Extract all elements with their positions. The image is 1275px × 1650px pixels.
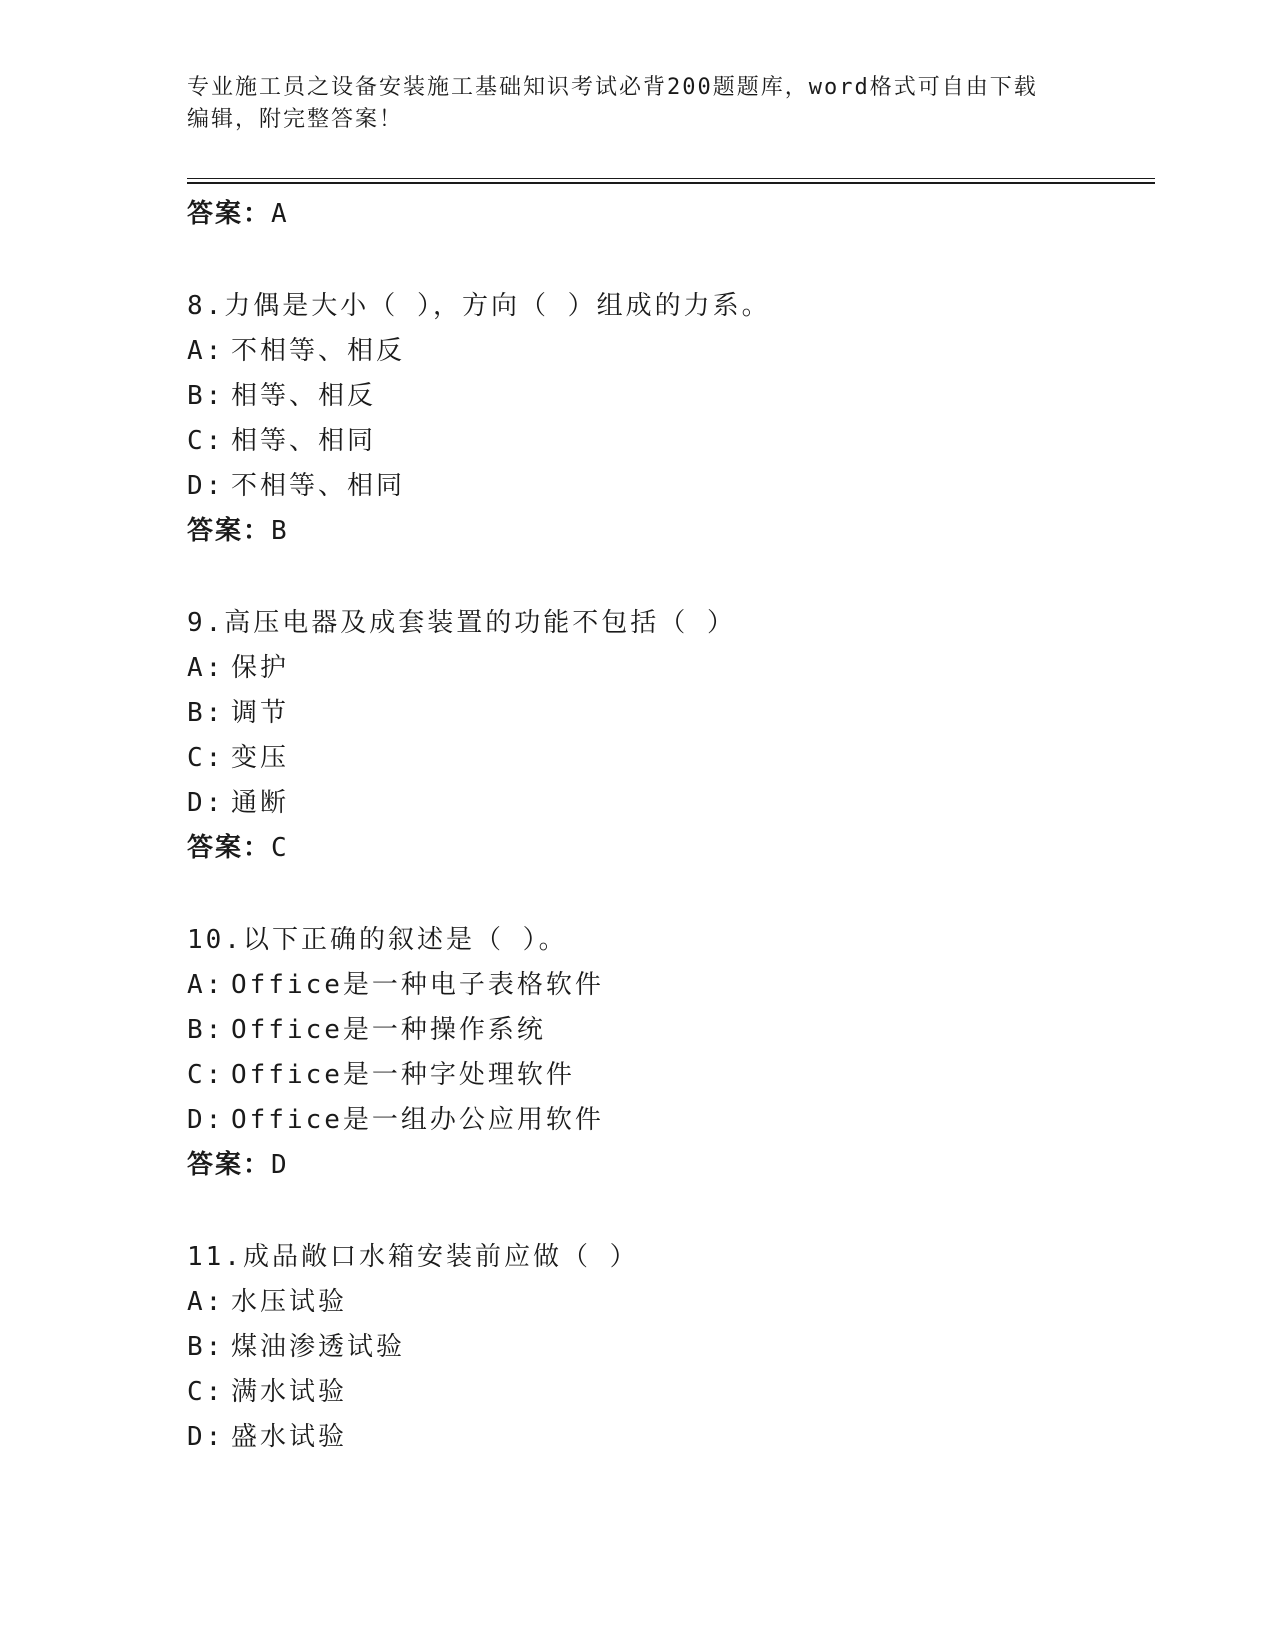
option-a: [187, 646, 1147, 691]
header-line-2: 编辑，附完整答案！: [187, 107, 404, 132]
question-text: 10.以下正确的叙述是（ ）。: [187, 925, 568, 955]
option-b: [187, 691, 1147, 736]
option-letter: B:: [187, 381, 225, 411]
option-letter: C:: [187, 1060, 225, 1090]
option-letter: D:: [187, 1105, 225, 1135]
option-text: 通断: [231, 788, 290, 818]
option-text: 水压试验: [231, 1287, 348, 1317]
answer-line: [187, 509, 1147, 554]
option-d: [187, 781, 1147, 826]
option-text: 相等、相反: [231, 381, 377, 411]
question-text: 9.高压电器及成套装置的功能不包括（ ）: [187, 608, 736, 638]
option-b: [187, 1325, 1147, 1370]
option-c: [187, 419, 1147, 464]
option-c: [187, 1370, 1147, 1415]
option-text: 保护: [231, 653, 290, 683]
option-text: Office是一组办公应用软件: [231, 1105, 604, 1135]
option-letter: A:: [187, 1287, 225, 1317]
option-text: 满水试验: [231, 1377, 348, 1407]
option-text: 相等、相同: [231, 426, 377, 456]
option-letter: C:: [187, 743, 225, 773]
answer-value: D: [271, 1150, 289, 1180]
option-text: Office是一种操作系统: [231, 1015, 546, 1045]
question-text: 8.力偶是大小（ ），方向（ ）组成的力系。: [187, 291, 771, 321]
option-a: [187, 329, 1147, 374]
answer-line: [187, 826, 1147, 871]
option-b: [187, 374, 1147, 419]
option-text: 不相等、相反: [231, 336, 406, 366]
option-letter: D:: [187, 1422, 225, 1452]
page-header: [187, 72, 1087, 136]
answer-value: C: [271, 833, 289, 863]
answer-value: A: [271, 199, 289, 229]
answer-value: B: [271, 516, 289, 546]
option-letter: B:: [187, 1332, 225, 1362]
option-text: 盛水试验: [231, 1422, 348, 1452]
option-letter: B:: [187, 1015, 225, 1045]
option-letter: B:: [187, 698, 225, 728]
option-text: 调节: [231, 698, 290, 728]
option-letter: D:: [187, 471, 225, 501]
option-a: [187, 1280, 1147, 1325]
option-text: 变压: [231, 743, 290, 773]
option-letter: A:: [187, 653, 225, 683]
option-a: [187, 963, 1147, 1008]
answer-line: [187, 1143, 1147, 1188]
option-letter: C:: [187, 426, 225, 456]
option-text: Office是一种字处理软件: [231, 1060, 575, 1090]
answer-label: 答案：: [187, 199, 272, 229]
answer-line: [187, 192, 1147, 237]
option-b: [187, 1008, 1147, 1053]
option-letter: A:: [187, 970, 225, 1000]
option-d: [187, 1098, 1147, 1143]
answer-label: 答案：: [187, 1150, 272, 1180]
option-text: 不相等、相同: [231, 471, 406, 501]
option-c: [187, 1053, 1147, 1098]
question-list: [187, 192, 1147, 1460]
option-d: [187, 1415, 1147, 1460]
option-letter: A:: [187, 336, 225, 366]
option-text: 煤油渗透试验: [231, 1332, 406, 1362]
option-letter: C:: [187, 1377, 225, 1407]
answer-label: 答案：: [187, 516, 272, 546]
option-text: Office是一种电子表格软件: [231, 970, 604, 1000]
header-divider-thick: [187, 182, 1155, 184]
option-letter: D:: [187, 788, 225, 818]
question-text: 11.成品敞口水箱安装前应做（ ）: [187, 1242, 639, 1272]
header-divider-thin: [187, 178, 1155, 179]
header-line-1: 专业施工员之设备安装施工基础知识考试必背200题题库，word格式可自由下载: [187, 75, 1038, 100]
answer-label: 答案：: [187, 833, 272, 863]
option-c: [187, 736, 1147, 781]
option-d: [187, 464, 1147, 509]
